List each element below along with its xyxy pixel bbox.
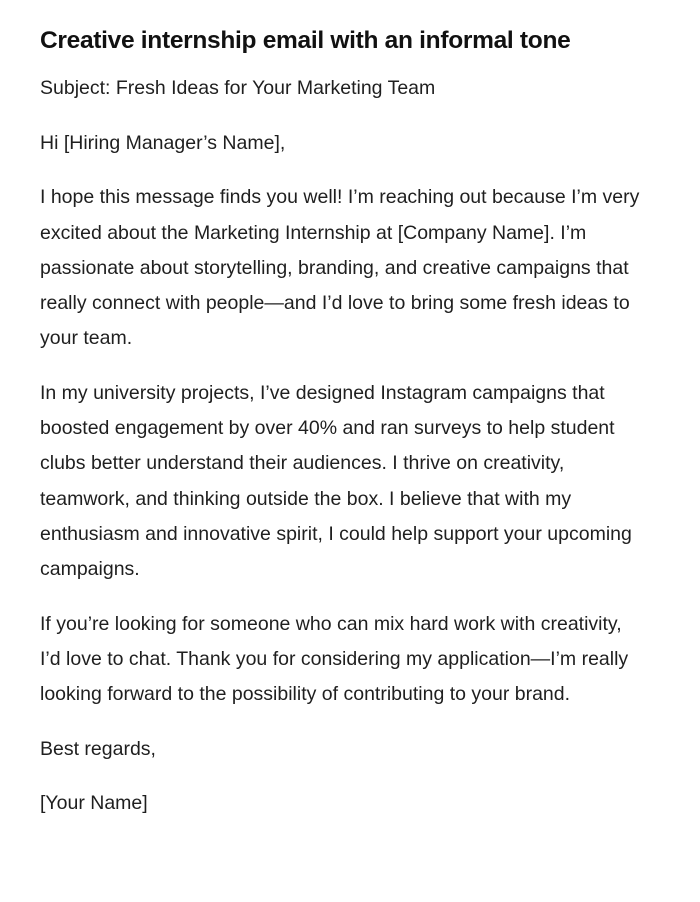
- email-template: [40, 26, 640, 841]
- email-greeting: Hi [Hiring Manager’s Name],: [40, 131, 286, 154]
- email-signature: [Your Name]: [40, 792, 148, 815]
- email-paragraph-experience: In my university projects, I’ve designed Instagram campaigns that boosted engagement by over 40% and ran surveys to help student clubs better understand their audiences. I thrive on creativity, teamwork, and thinking outside the box. I believe that with my enthusiasm and innovative spirit, I could help support your upcoming campaigns.: [40, 381, 632, 580]
- email-sign-off: Best regards,: [40, 737, 156, 760]
- email-paragraph-intro: I hope this message finds you well! I’m reaching out because I’m very excited about the Marketing Internship at [Company Name]. I’m passionate about storytelling, branding, and creative campaigns that really connect with people—and I’d love to bring some fresh ideas to your team.: [40, 186, 640, 350]
- email-subject: Subject: Fresh Ideas for Your Marketing Team: [40, 77, 436, 99]
- page-title: Creative internship email with an informal tone: [40, 27, 571, 54]
- email-paragraph-closing: If you’re looking for someone who can mix hard work with creativity, I’d love to chat. Thank you for considering my application—I’m really looking forward to the possibility of contributing to your brand.: [40, 612, 629, 706]
